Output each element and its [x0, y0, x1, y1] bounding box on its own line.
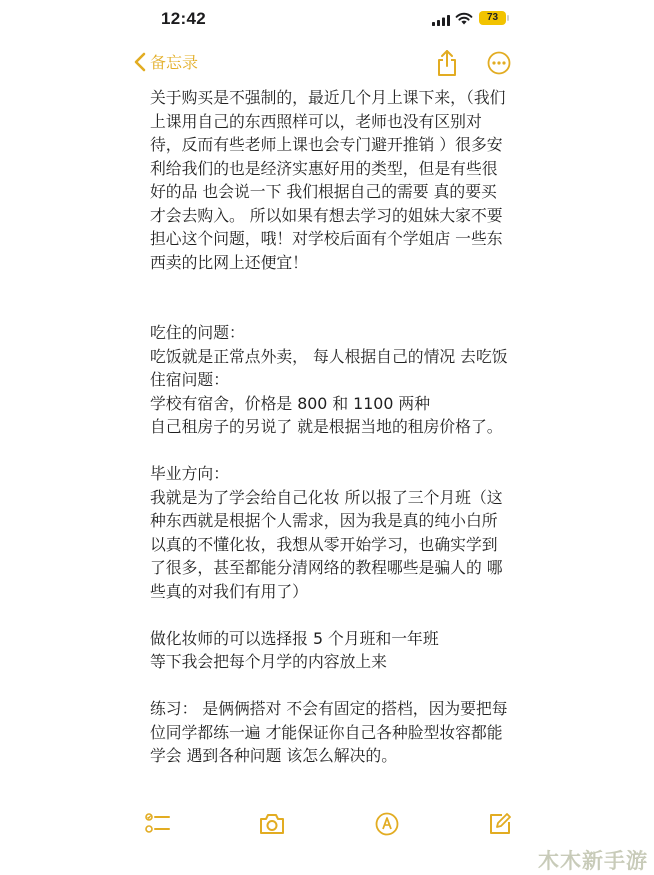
- battery-indicator: 73: [479, 11, 506, 25]
- watermark-text: 木木新手游: [538, 849, 648, 873]
- note-body[interactable]: [150, 86, 510, 768]
- practice-text: 练习： 是俩俩搭对 不会有固定的搭档，因为要把每位同学都练一遍 才能保证你自己各种脸型妆容都能学会 遇到各种问题 该怎么解决的。: [150, 699, 508, 765]
- compose-icon[interactable]: [488, 812, 512, 836]
- food-heading: 吃住的问题：: [150, 323, 245, 342]
- back-button-label: 备忘录: [150, 53, 199, 72]
- status-time: 12:42: [161, 9, 206, 28]
- status-bar: [0, 0, 654, 40]
- checklist-icon[interactable]: [145, 812, 171, 836]
- course-text-plan: 等下我会把每个月学的内容放上来: [150, 652, 387, 671]
- housing-text-rent: 自己租房子的另说了 就是根据当地的租房价格了。: [150, 417, 503, 436]
- food-text: 吃饭就是正常点外卖， 每人根据自己的情况 去吃饭: [150, 346, 508, 366]
- share-icon[interactable]: [436, 49, 458, 77]
- markup-icon[interactable]: [375, 812, 399, 836]
- blank-line: [150, 674, 510, 698]
- camera-icon[interactable]: [258, 812, 286, 836]
- back-chevron-icon: [134, 52, 146, 72]
- navigation-bar: [0, 44, 654, 84]
- battery-cap: [507, 15, 509, 21]
- back-button[interactable]: [134, 50, 198, 73]
- career-heading: 毕业方向：: [150, 464, 229, 483]
- wifi-icon: [455, 12, 473, 25]
- blank-line: [150, 274, 510, 321]
- cellular-signal-icon: [432, 15, 450, 26]
- housing-text-dorm: 学校有宿舍，价格是 800 和 1100 两种: [150, 393, 431, 413]
- more-icon[interactable]: [487, 51, 511, 75]
- blank-line: [150, 603, 510, 627]
- course-text-options: 做化妆师的可以选择报 5 个月班和一年班: [150, 628, 439, 648]
- housing-heading: 住宿问题：: [150, 370, 229, 389]
- bottom-toolbar: [0, 808, 654, 842]
- note-paragraph-purchase: 关于购买是不强制的，最近几个月上课下来，（我们上课用自己的东西照样可以，老师也没有区别对待，反而有些老师上课也会专门避开推销 ）很多安利给我们的也是经济实惠好用的类型，但是有些很好的品 也会说一下 我们根据自己的需要 真的要买 才会去购入。 所以如果有想去学习的姐妹大家不要担心这个问题，哦！对学校后面有个学姐店 一些东西卖的比网上还便宜！: [150, 88, 506, 272]
- career-text: 我就是为了学会给自己化妆 所以报了三个月班（这种东西就是根据个人需求，因为我是真的纯小白所以真的不懂化妆，我想从零开始学习，也确实学到了很多，甚至都能分清网络的教程哪些是骗人的 哪些真的对我们有用了）: [150, 487, 503, 601]
- blank-line: [150, 439, 510, 463]
